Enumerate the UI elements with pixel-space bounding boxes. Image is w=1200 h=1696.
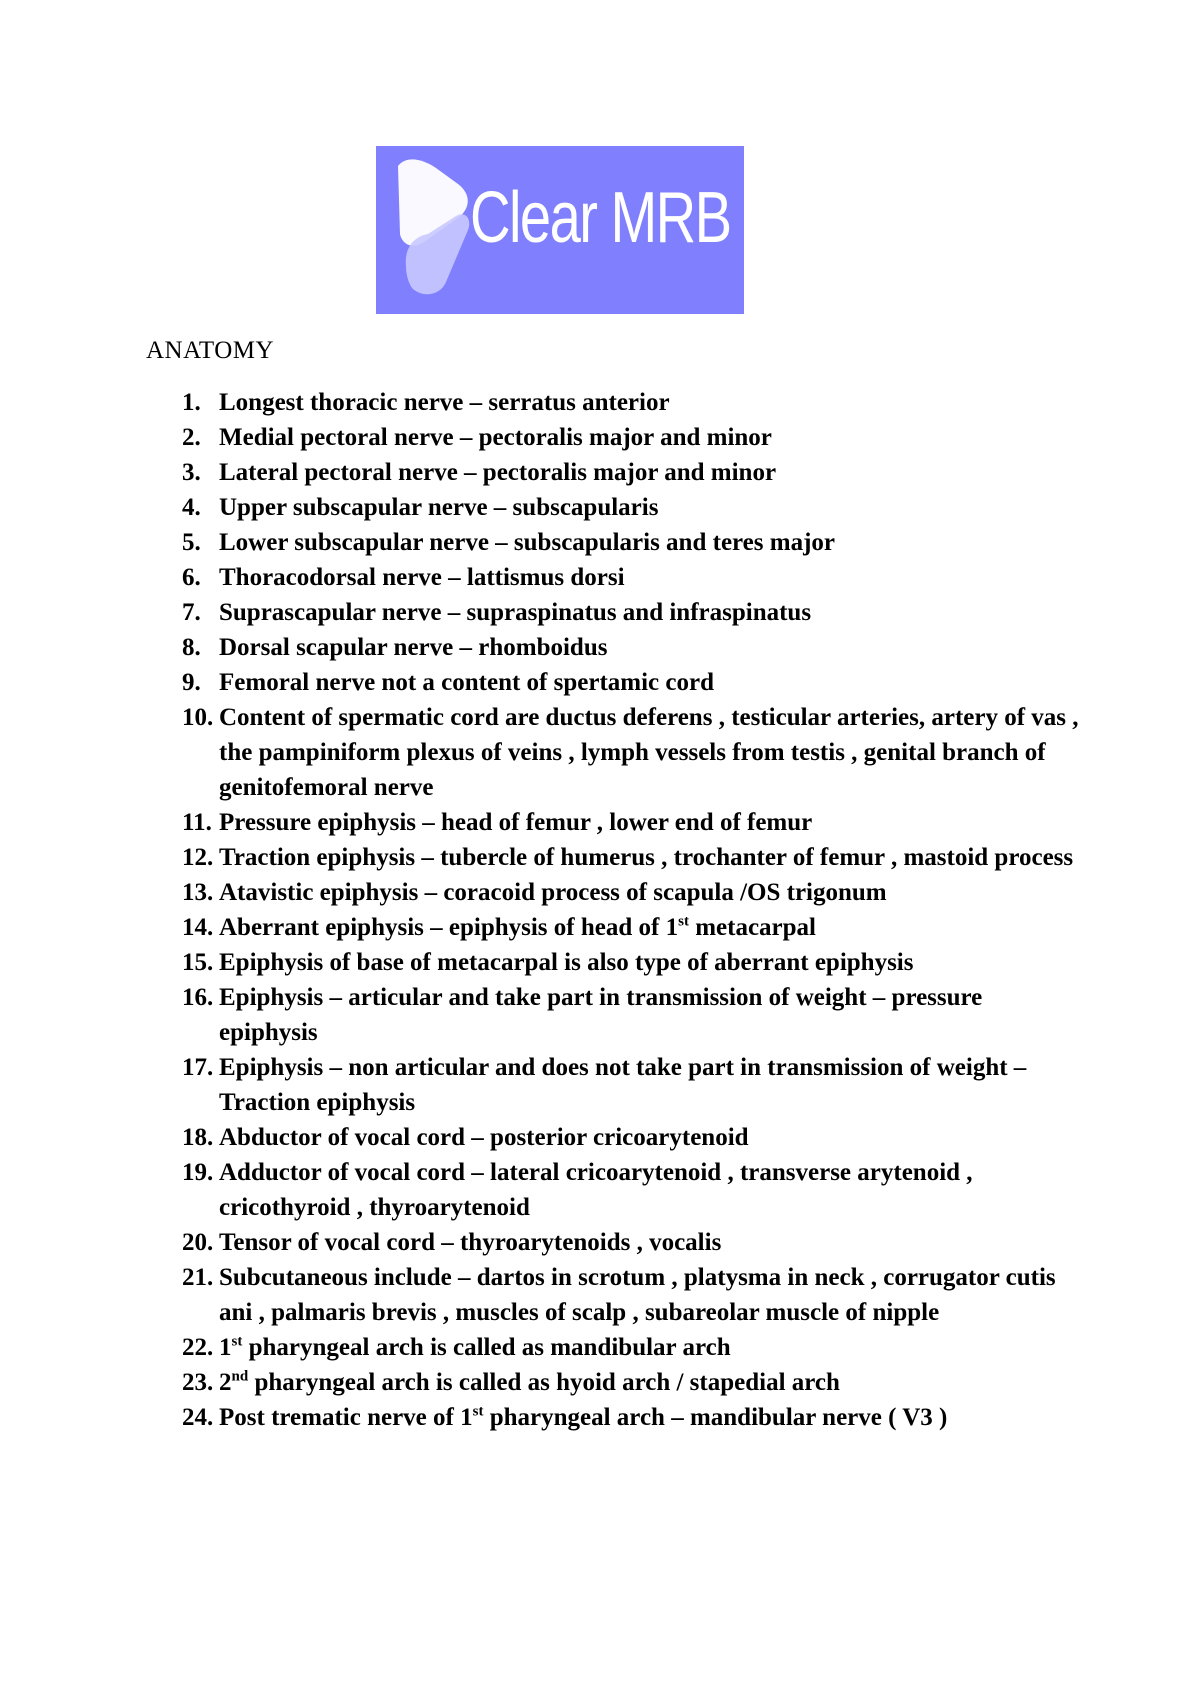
list-item-number: 13. [182, 879, 214, 906]
list-item-text: Epiphysis – non articular and does not take part in transmission of weight – Traction epiphysis [219, 1054, 1027, 1116]
list-item [182, 525, 1082, 560]
list-item [182, 1050, 1082, 1120]
list-item [182, 1330, 1082, 1365]
list-item [182, 875, 1082, 910]
list-item-number: 11. [182, 809, 212, 836]
list-item-superscript: st [678, 913, 689, 930]
list-item-number: 9. [182, 669, 201, 696]
list-item-number: 23. [182, 1369, 214, 1396]
list-item-text [219, 914, 816, 941]
list-item-number: 2. [182, 424, 201, 451]
list-item-text: Thoracodorsal nerve – lattismus dorsi [219, 564, 625, 591]
list-item-number: 4. [182, 494, 201, 521]
list-item-number: 1. [182, 389, 201, 416]
list-item-text: Content of spermatic cord are ductus deferens , testicular arteries, artery of vas , the pampiniform plexus of veins , lymph vessels from testis , genital branch of genitofemoral nerve [219, 704, 1079, 801]
list-item-superscript: nd [231, 1368, 249, 1385]
list-item [182, 805, 1082, 840]
list-item-text: Lateral pectoral nerve – pectoralis major and minor [219, 459, 777, 486]
list-item [182, 630, 1082, 665]
list-item-text [219, 1334, 731, 1361]
list-item [182, 980, 1082, 1050]
list-item-text: Epiphysis – articular and take part in transmission of weight – pressure epiphysis [219, 984, 983, 1046]
list-item-number: 6. [182, 564, 201, 591]
list-item-text: Femoral nerve not a content of spertamic cord [219, 669, 714, 696]
list-item-number: 3. [182, 459, 201, 486]
list-item-text: Subcutaneous include – dartos in scrotum , platysma in neck , corrugator cutis ani , palmaris brevis , muscles of scalp , subareolar muscle of nipple [219, 1264, 1056, 1326]
list-item [182, 560, 1082, 595]
clear-mrb-logo [376, 146, 744, 314]
list-item-text: Lower subscapular nerve – subscapularis and teres major [219, 529, 836, 556]
list-item-number: 21. [182, 1264, 214, 1291]
list-item-text: Abductor of vocal cord – posterior cricoarytenoid [219, 1124, 749, 1151]
list-item-superscript: st [231, 1333, 243, 1350]
list-item [182, 455, 1082, 490]
list-item [182, 490, 1082, 525]
list-item [182, 945, 1082, 980]
list-item-text: Upper subscapular nerve – subscapularis [219, 494, 659, 521]
list-item-number: 16. [182, 984, 214, 1011]
list-item-text: Adductor of vocal cord – lateral cricoarytenoid , transverse arytenoid , cricothyroid , thyroarytenoid [219, 1159, 973, 1221]
list-item-text-pre: Aberrant epiphysis – epiphysis of head of 1 [219, 914, 679, 941]
list-item-number: 18. [182, 1124, 214, 1151]
list-item [182, 1260, 1082, 1330]
list-item-text: Atavistic epiphysis – coracoid process of scapula /OS trigonum [219, 879, 887, 906]
list-item-number: 24. [182, 1404, 214, 1431]
list-item-text-post: pharyngeal arch is called as mandibular arch [242, 1334, 731, 1361]
list-item-text: Medial pectoral nerve – pectoralis major and minor [219, 424, 772, 451]
list-item-text-post: metacarpal [688, 914, 816, 941]
list-item [182, 665, 1082, 700]
anatomy-list [182, 385, 1082, 1435]
list-item-number: 10. [182, 704, 214, 731]
list-item [182, 700, 1082, 805]
logo-text: Clear MRB [470, 178, 731, 258]
list-item-number: 17. [182, 1054, 214, 1081]
section-heading: ANATOMY [146, 337, 275, 364]
list-item [182, 1400, 1082, 1435]
list-item-text: Traction epiphysis – tubercle of humerus , trochanter of femur , mastoid process [219, 844, 1074, 871]
list-item-text [219, 1369, 840, 1396]
list-item-number: 14. [182, 914, 214, 941]
list-item-number: 19. [182, 1159, 214, 1186]
list-item-text: Epiphysis of base of metacarpal is also type of aberrant epiphysis [219, 949, 914, 976]
list-item-text [219, 1404, 947, 1431]
list-item-text: Pressure epiphysis – head of femur , lower end of femur [219, 809, 813, 836]
list-item-number: 20. [182, 1229, 214, 1256]
list-item [182, 595, 1082, 630]
list-item-superscript: st [472, 1403, 484, 1420]
list-item [182, 385, 1082, 420]
list-item [182, 840, 1082, 875]
list-item-text-pre: 1 [219, 1334, 232, 1361]
list-item [182, 1225, 1082, 1260]
list-item-text: Dorsal scapular nerve – rhomboidus [219, 634, 608, 661]
list-item [182, 910, 1082, 945]
list-item-number: 8. [182, 634, 201, 661]
list-item [182, 1120, 1082, 1155]
list-item-number: 22. [182, 1334, 214, 1361]
list-item-text: Longest thoracic nerve – serratus anterior [219, 389, 670, 416]
list-item-number: 5. [182, 529, 201, 556]
list-item [182, 420, 1082, 455]
list-item-text-pre: Post trematic nerve of 1 [219, 1404, 473, 1431]
list-item-text-post: pharyngeal arch – mandibular nerve ( V3 ) [483, 1404, 948, 1431]
list-item [182, 1365, 1082, 1400]
list-item-text: Tensor of vocal cord – thyroarytenoids , vocalis [219, 1229, 722, 1256]
list-item-number: 12. [182, 844, 214, 871]
list-item-text-post: pharyngeal arch is called as hyoid arch / stapedial arch [248, 1369, 840, 1396]
list-item [182, 1155, 1082, 1225]
list-item-number: 15. [182, 949, 214, 976]
list-item-number: 7. [182, 599, 201, 626]
list-item-text-pre: 2 [219, 1369, 232, 1396]
list-item-text: Suprascapular nerve – supraspinatus and infraspinatus [219, 599, 812, 626]
